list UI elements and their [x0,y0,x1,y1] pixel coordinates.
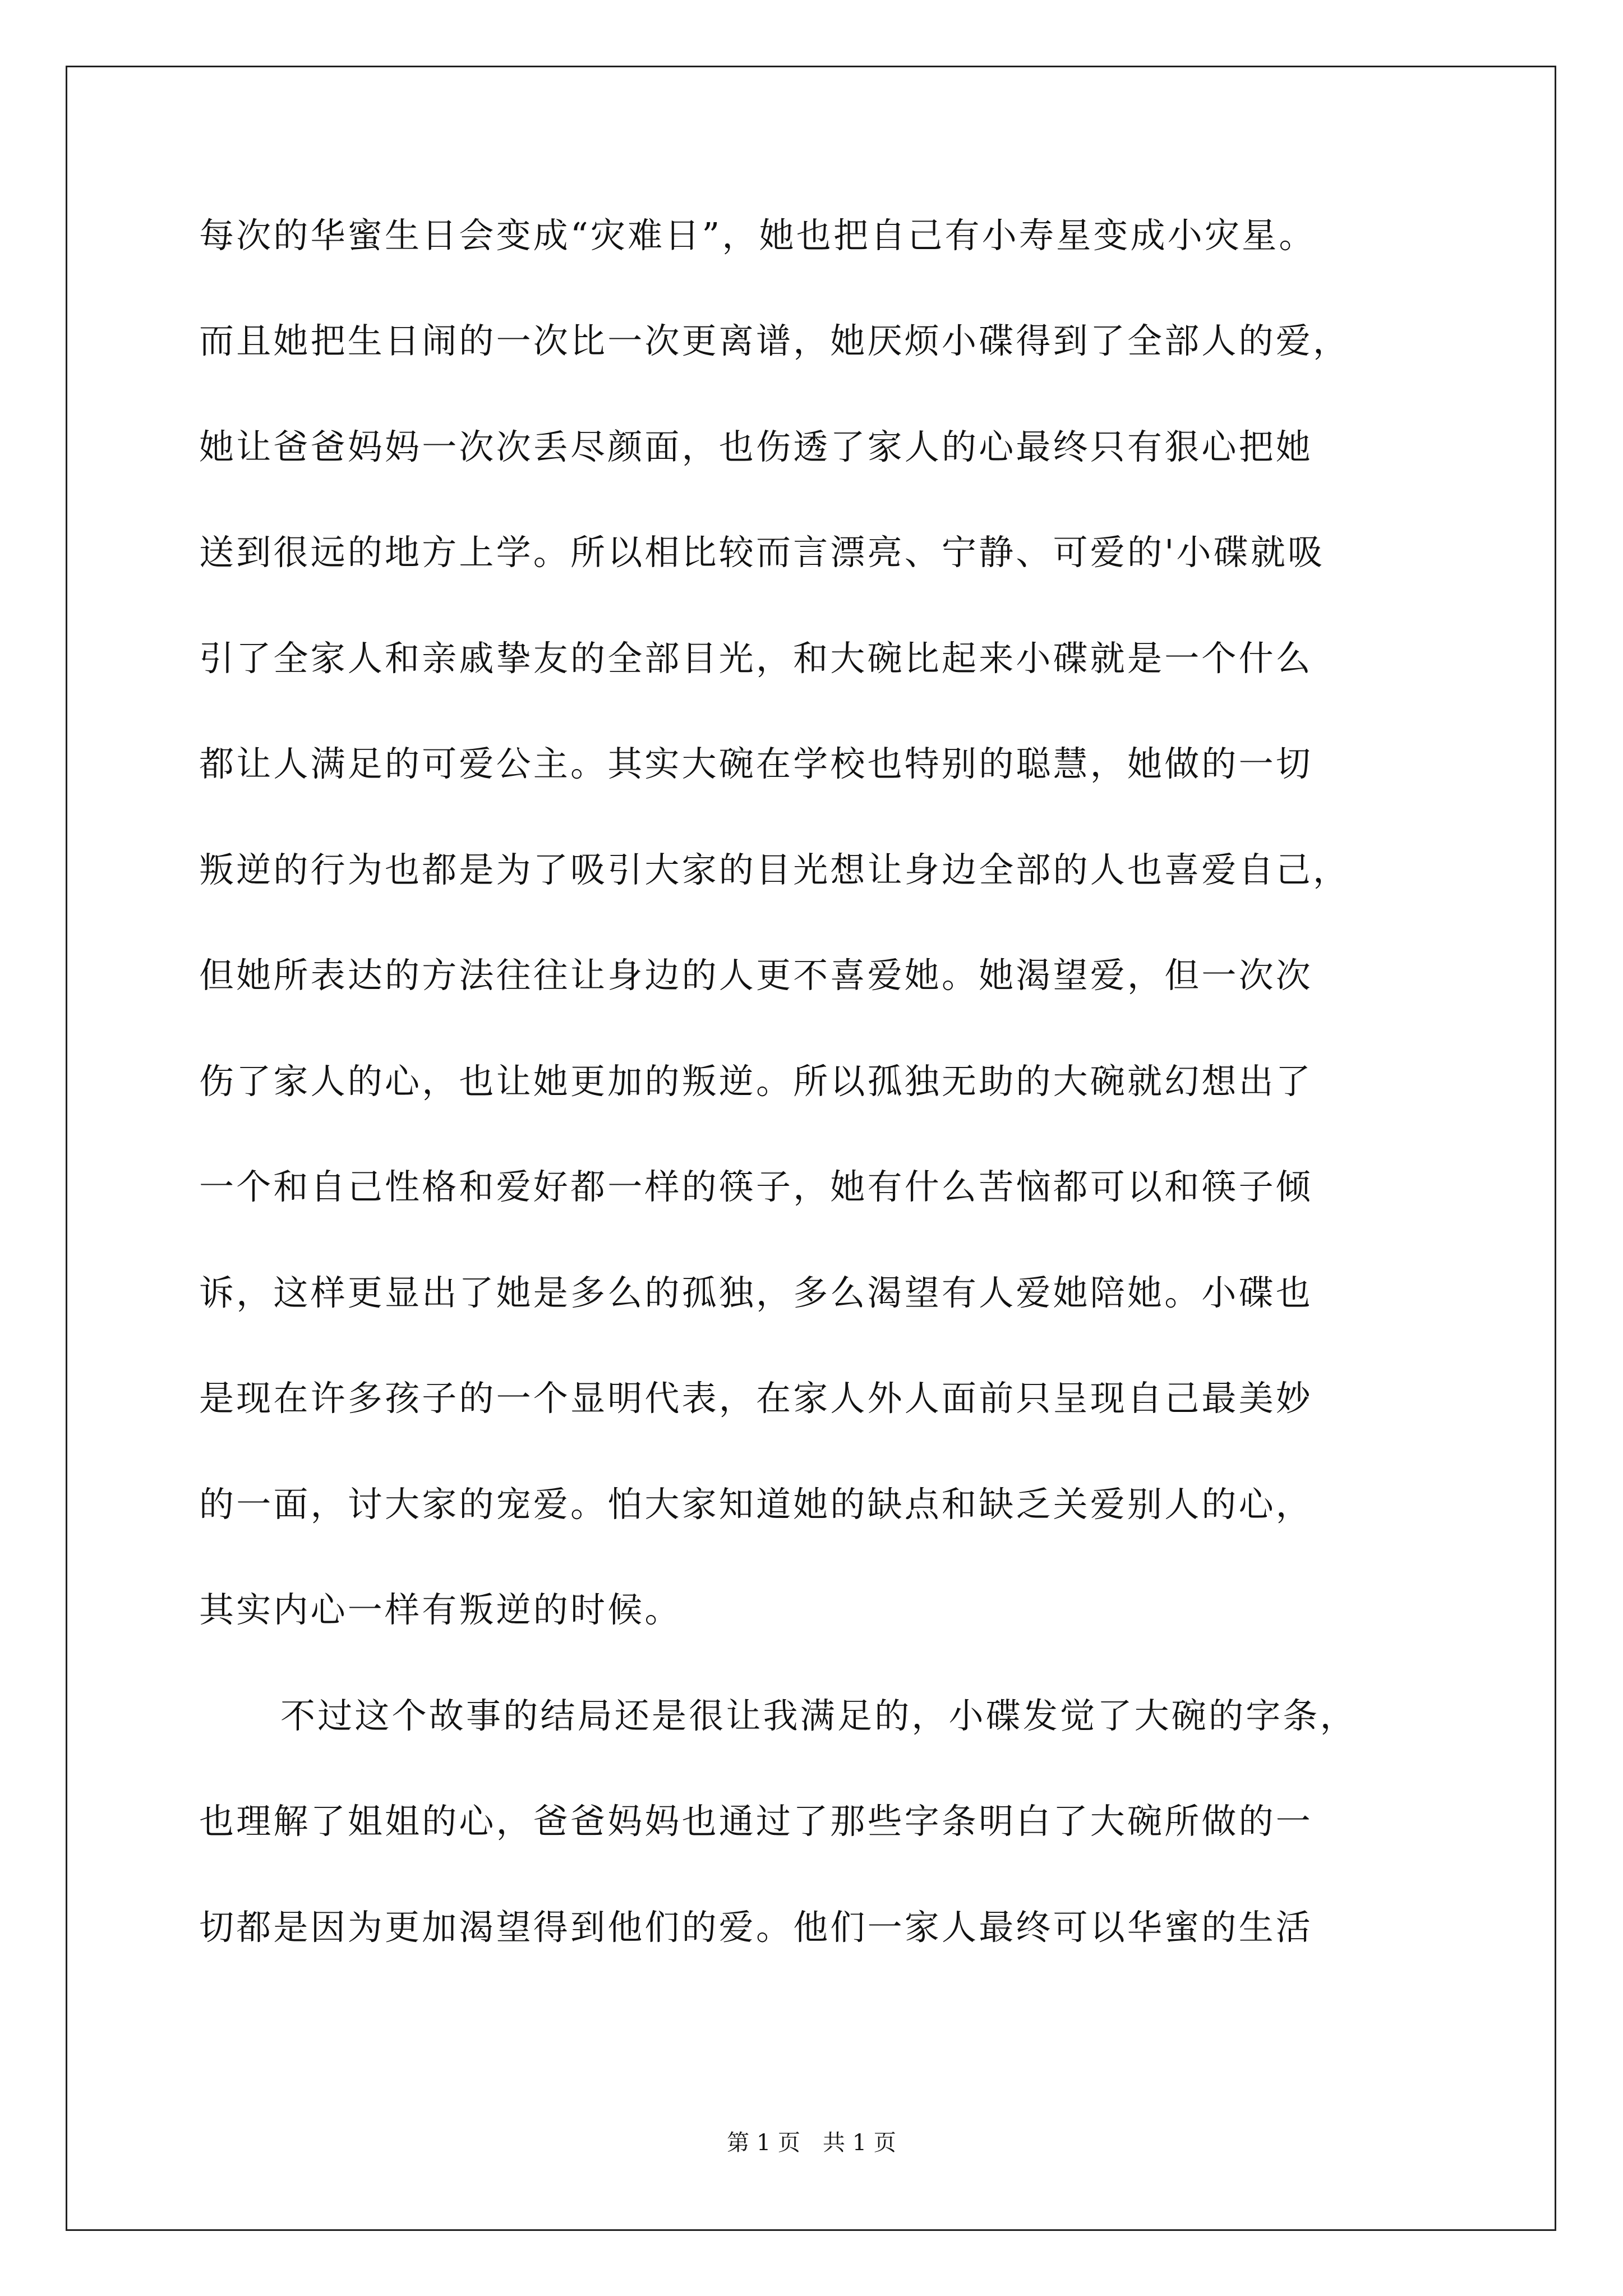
text-line: 的一面，讨大家的宠爱。怕大家知道她的缺点和缺乏关爱别人的心， [199,1484,1313,1525]
text-line: 诉，这样更显出了她是多么的孤独，多么渴望有人爱她陪她。小碟也 [199,1272,1313,1313]
text-line: 送到很远的地方上学。所以相比较而言漂亮、宁静、可爱的'小碟就吸 [199,532,1325,573]
page-footer [0,2129,1623,2157]
text-line: 其实内心一样有叛逆的时候。 [199,1589,682,1630]
text-line: 是现在许多孩子的一个显明代表，在家人外人面前只呈现自己最美妙 [199,1378,1313,1419]
text-line: 但她所表达的方法往往让身边的人更不喜爱她。她渴望爱，但一次次 [199,955,1313,996]
text-line: 伤了家人的心，也让她更加的叛逆。所以孤独无助的大碗就幻想出了 [199,1061,1313,1102]
page-number: 第 1 页 [727,2130,800,2156]
text-line: 一个和自己性格和爱好都一样的筷子，她有什么苦恼都可以和筷子倾 [199,1166,1313,1207]
text-line: 不过这个故事的结局还是很让我满足的，小碟发觉了大碗的字条， [280,1695,1357,1736]
text-line: 叛逆的行为也都是为了吸引大家的目光想让身边全部的人也喜爱自己， [199,849,1350,890]
text-line: 而且她把生日闹的一次比一次更离谱，她厌烦小碟得到了全部人的爱， [199,320,1350,361]
page-total: 共 1 页 [823,2130,896,2156]
text-line: 切都是因为更加渴望得到他们的爱。他们一家人最终可以华蜜的生活 [199,1907,1313,1948]
text-line: 也理解了姐姐的心，爸爸妈妈也通过了那些字条明白了大碗所做的一 [199,1801,1313,1842]
text-line: 她让爸爸妈妈一次次丢尽颜面，也伤透了家人的心最终只有狠心把她 [199,426,1313,467]
text-line: 每次的华蜜生日会变成“灾难日”，她也把自己有小寿星变成小灾星。 [199,215,1316,256]
text-line: 都让人满足的可爱公主。其实大碗在学校也特别的聪慧，她做的一切 [199,743,1313,784]
text-line: 引了全家人和亲戚挚友的全部目光，和大碗比起来小碟就是一个什么 [199,638,1313,679]
